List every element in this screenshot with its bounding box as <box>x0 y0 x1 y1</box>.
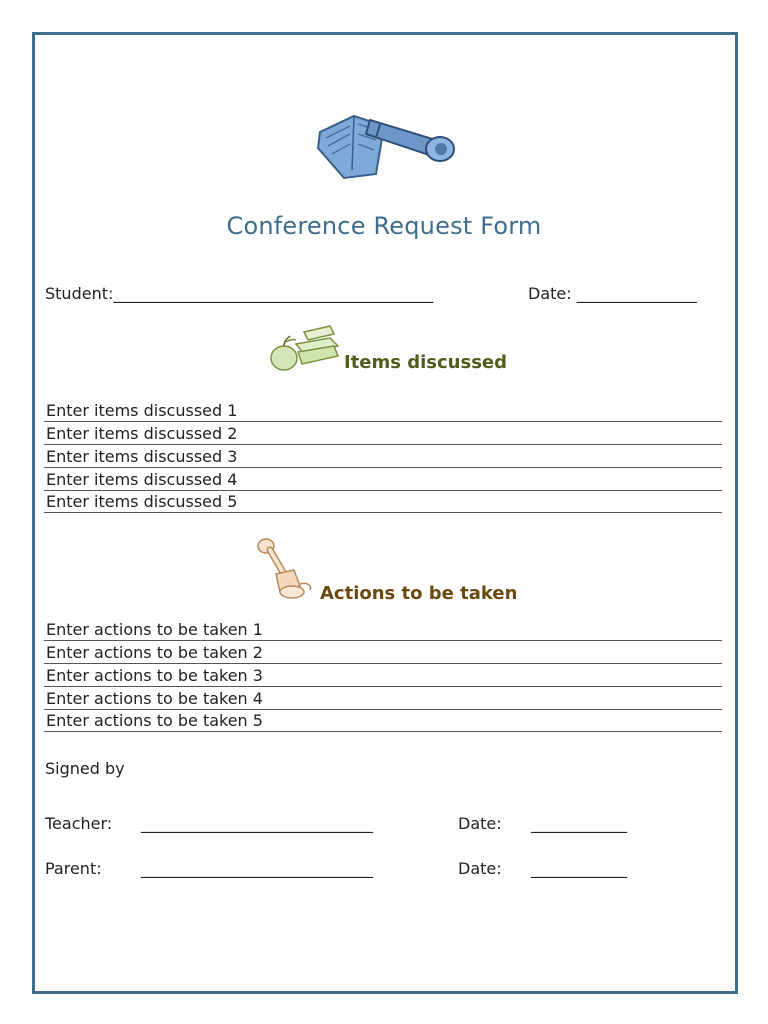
book-and-telescope-icon <box>314 104 459 184</box>
actions-entry-text: Enter actions to be taken 5 <box>46 711 263 730</box>
teacher-label: Teacher: <box>45 814 113 833</box>
parent-label: Parent: <box>45 859 102 878</box>
student-field[interactable] <box>45 284 433 303</box>
items-entry-2[interactable] <box>44 423 722 445</box>
form-title: Conference Request Form <box>226 212 542 240</box>
student-blank[interactable]: ________________________________________ <box>113 284 434 303</box>
date-label: Date: <box>528 284 572 303</box>
parent-date-line[interactable]: ____________ <box>531 859 627 878</box>
items-entry-text: Enter items discussed 4 <box>46 470 238 489</box>
items-entry-1[interactable] <box>44 400 722 422</box>
actions-entry-text: Enter actions to be taken 4 <box>46 689 263 708</box>
items-entry-text: Enter items discussed 3 <box>46 447 238 466</box>
actions-entry-2[interactable] <box>44 642 722 664</box>
actions-entry-text: Enter actions to be taken 1 <box>46 620 263 639</box>
actions-entry-1[interactable] <box>44 619 722 641</box>
items-entry-text: Enter items discussed 2 <box>46 424 238 443</box>
stamp-icon <box>254 536 318 602</box>
actions-heading: Actions to be taken <box>320 583 518 604</box>
items-entry-3[interactable] <box>44 446 722 468</box>
student-label: Student: <box>45 284 114 303</box>
actions-entry-5[interactable] <box>44 710 722 732</box>
signed-by-label: Signed by <box>45 759 125 778</box>
books-apple-icon <box>268 320 342 372</box>
parent-signature-line[interactable]: _____________________________ <box>141 859 373 878</box>
teacher-date-line[interactable]: ____________ <box>531 814 627 833</box>
actions-entry-text: Enter actions to be taken 2 <box>46 643 263 662</box>
date-blank[interactable]: _______________ <box>576 284 697 303</box>
actions-entry-text: Enter actions to be taken 3 <box>46 666 263 685</box>
actions-entry-3[interactable] <box>44 665 722 687</box>
date-field[interactable] <box>528 284 697 303</box>
teacher-date-label: Date: <box>458 814 502 833</box>
items-entry-4[interactable] <box>44 469 722 491</box>
actions-entry-4[interactable] <box>44 688 722 710</box>
items-discussed-heading: Items discussed <box>344 352 508 373</box>
items-entry-5[interactable] <box>44 491 722 513</box>
items-entry-text: Enter items discussed 5 <box>46 492 238 511</box>
items-entry-text: Enter items discussed 1 <box>46 401 238 420</box>
teacher-signature-line[interactable]: _____________________________ <box>141 814 373 833</box>
parent-date-label: Date: <box>458 859 502 878</box>
